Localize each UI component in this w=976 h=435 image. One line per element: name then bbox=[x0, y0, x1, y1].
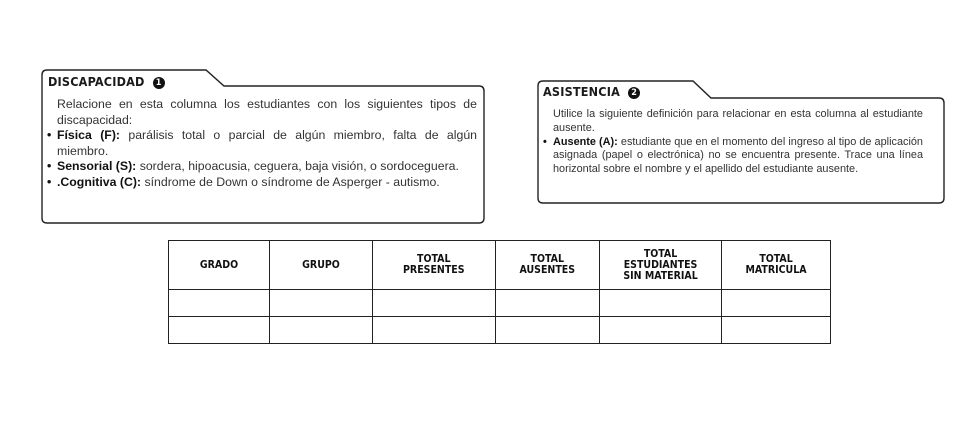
attendance-summary-table bbox=[168, 240, 831, 344]
card-title-text: DISCAPACIDAD bbox=[48, 74, 145, 89]
number-badge: 1 bbox=[153, 77, 165, 89]
total-sin-material-cell[interactable] bbox=[600, 290, 722, 317]
list-item bbox=[47, 128, 477, 159]
card-body bbox=[543, 108, 923, 177]
total-presentes-cell[interactable] bbox=[373, 317, 496, 344]
table-row bbox=[169, 290, 831, 317]
column-header-total-sin-material: TOTAL ESTUDIANTES SIN MATERIAL bbox=[600, 241, 722, 290]
grupo-cell[interactable] bbox=[270, 317, 373, 344]
intro-text: Relacione en esta columna los estudiantes con los siguientes tipos de discapacidad: bbox=[57, 97, 477, 127]
card-title bbox=[48, 74, 165, 89]
total-ausentes-cell[interactable] bbox=[495, 317, 600, 344]
term-description: parálisis total o parcial de algún miembro, falta de algún miembro. bbox=[57, 128, 477, 158]
number-badge: 2 bbox=[628, 87, 640, 99]
grupo-cell[interactable] bbox=[270, 290, 373, 317]
card-title bbox=[543, 84, 640, 99]
column-header-grado: GRADO bbox=[169, 241, 270, 290]
term-label: Ausente (A): bbox=[553, 135, 618, 148]
column-header-total-matricula: TOTAL MATRICULA bbox=[722, 241, 831, 290]
grado-cell[interactable] bbox=[169, 290, 270, 317]
total-matricula-cell[interactable] bbox=[722, 290, 831, 317]
list-item bbox=[47, 159, 477, 175]
column-header-total-presentes: TOTAL PRESENTES bbox=[373, 241, 496, 290]
bullet: • bbox=[543, 135, 547, 148]
term-description: estudiante que en el momento del ingreso al tipo de aplicación asignada (papel o electrónica) no se encuentra presente. Trace una línea horizontal sobre el nombre y el apellido del estudiante ausente. bbox=[553, 135, 923, 176]
table-row bbox=[169, 317, 831, 344]
grado-cell[interactable] bbox=[169, 317, 270, 344]
bullet: • bbox=[47, 174, 52, 189]
card-body bbox=[47, 97, 477, 191]
bullet: • bbox=[47, 128, 52, 143]
bullet: • bbox=[47, 159, 52, 174]
intro-text: Utilice la siguiente definición para relacionar en esta columna al estudiante ausente. bbox=[553, 108, 923, 134]
card-title-text: ASISTENCIA bbox=[543, 84, 620, 99]
term-label: Sensorial (S): bbox=[57, 159, 137, 174]
term-label: .Cognitiva (C): bbox=[57, 174, 142, 189]
asistencia-card bbox=[537, 80, 945, 204]
column-header-grupo: GRUPO bbox=[270, 241, 373, 290]
term-label: Física (F): bbox=[57, 128, 121, 143]
total-sin-material-cell[interactable] bbox=[600, 317, 722, 344]
discapacidad-card bbox=[41, 66, 485, 224]
total-ausentes-cell[interactable] bbox=[495, 290, 600, 317]
list-item bbox=[543, 136, 923, 177]
term-description: sordera, hipoacusia, ceguera, baja visión, o sordoceguera. bbox=[139, 159, 459, 174]
column-header-total-ausentes: TOTAL AUSENTES bbox=[495, 241, 600, 290]
total-matricula-cell[interactable] bbox=[722, 317, 831, 344]
term-description: síndrome de Down o síndrome de Asperger - autismo. bbox=[144, 174, 440, 189]
total-presentes-cell[interactable] bbox=[373, 290, 496, 317]
table-header-row bbox=[169, 241, 831, 290]
list-item bbox=[47, 175, 477, 191]
